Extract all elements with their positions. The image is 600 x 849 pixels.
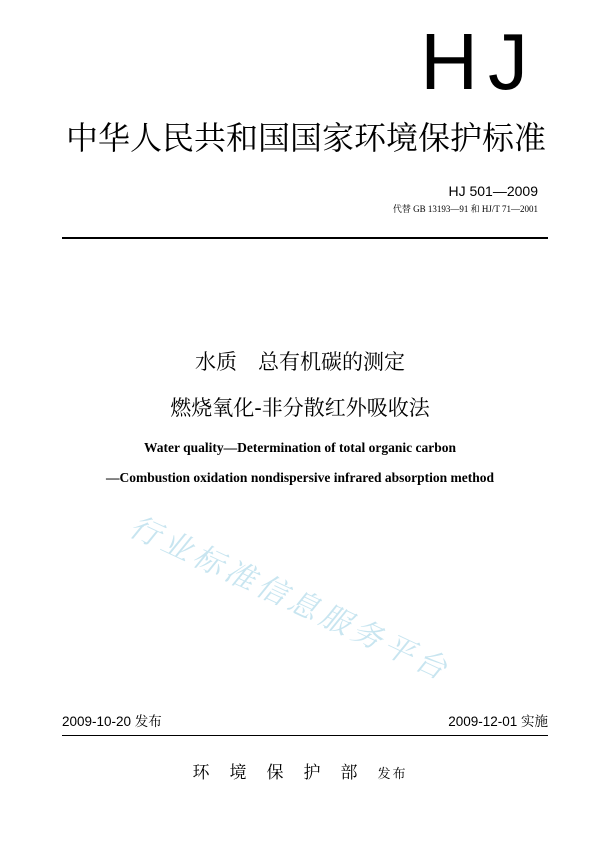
standard-number: HJ 501—2009	[448, 183, 538, 199]
chinese-title-line-2: 燃烧氧化-非分散红外吸收法	[170, 396, 430, 420]
chinese-title-line-1: 水质 总有机碳的测定	[195, 350, 405, 374]
english-title-line-1: Water quality—Determination of total organic carbon	[143, 440, 457, 455]
publisher-name: 环境保护部	[192, 763, 378, 783]
bottom-divider	[62, 735, 548, 736]
publisher-line	[0, 761, 600, 787]
hj-logo: HJ	[420, 17, 538, 106]
standard-category-title: 中华人民共和国国家环境保护标准	[66, 119, 547, 157]
top-divider	[62, 237, 548, 239]
watermark: 行业标准信息服务平台	[123, 509, 456, 689]
english-title-line-2: —Combustion oxidation nondispersive infrared absorption method	[106, 470, 494, 485]
replaces-note: 代替 GB 13193—91 和 HJ/T 71—2001	[392, 204, 538, 214]
issue-date: 2009-10-20 发布	[62, 714, 162, 729]
implementation-date: 2009-12-01 实施	[448, 714, 548, 729]
publisher-suffix: 发布	[377, 767, 408, 782]
